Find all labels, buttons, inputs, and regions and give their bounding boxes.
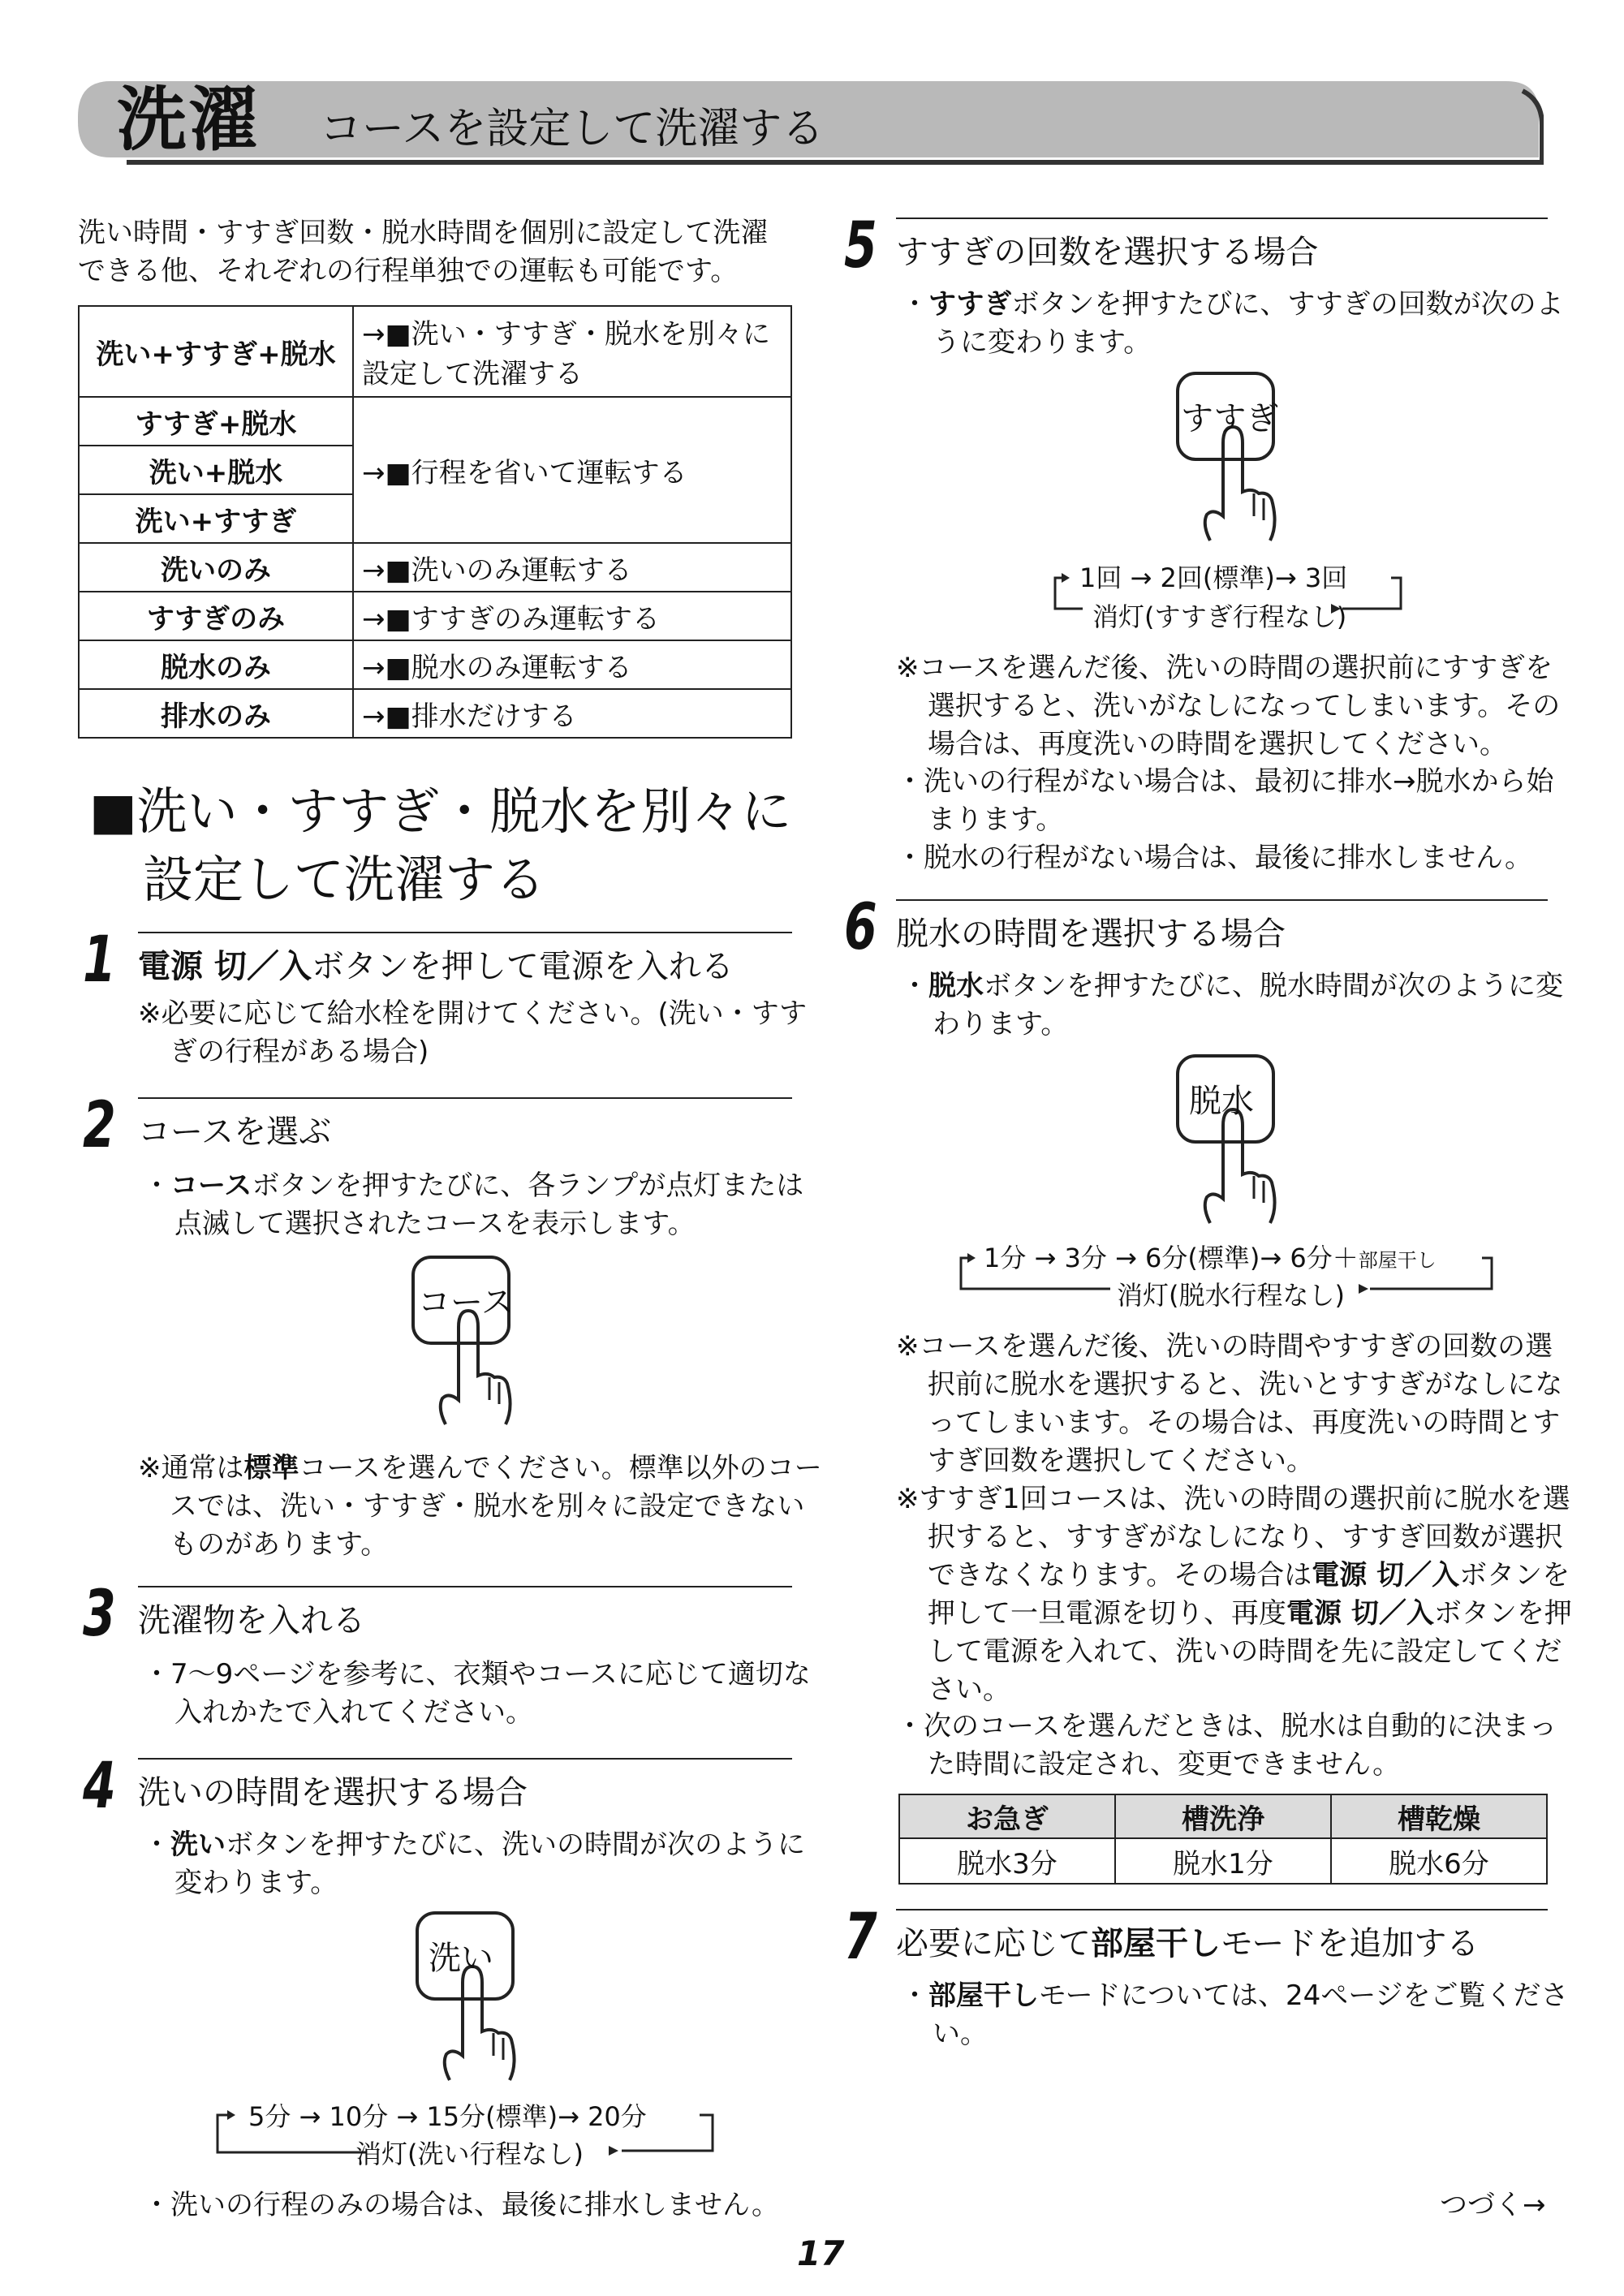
course-button-illustration: [410, 1254, 523, 1436]
step-note: ※通常は標準コースを選んでください。標準以外のコースでは、洗い・すすぎ・脱水を別々に設定できないものがあります。: [138, 1452, 822, 1561]
step-note: ※コースを選んだ後、洗いの時間の選択前にすすぎを選択すると、洗いがなしになってしまいます。その場合は、再度洗いの時間を選択してください。: [896, 652, 1561, 760]
continue-label: つづく→: [1440, 2189, 1546, 2221]
course-name: 洗い+すすぎ+脱水: [79, 306, 353, 397]
course-name: 洗い+脱水: [79, 446, 353, 494]
spin-time-table: [898, 1794, 1548, 1885]
course-desc: →■すすぎのみ運転する: [353, 592, 791, 640]
step-number: 2: [83, 1089, 116, 1162]
step-number: 4: [83, 1750, 116, 1823]
step-title: 洗いの時間を選択する場合: [138, 1774, 528, 1811]
step-bullet: ・洗いの行程がない場合は、最初に排水→脱水から始まります。: [896, 765, 1554, 836]
spin-off-label: 消灯(脱水行程なし): [1117, 1280, 1345, 1311]
rinse-button-illustration: [1174, 370, 1288, 552]
step-bullet: ・すすぎボタンを押すたびに、すすぎの回数が次のように変わります。: [901, 288, 1564, 359]
course-name: 洗いのみ: [79, 543, 353, 592]
table-cell: 脱水6分: [1331, 1838, 1547, 1884]
step-number: 1: [83, 924, 116, 997]
step-rule: [138, 1097, 792, 1099]
button-label: 脱水: [1189, 1083, 1254, 1120]
rinse-off-label: 消灯(すすぎ行程なし): [1092, 601, 1347, 632]
step-rule: [138, 1758, 792, 1760]
button-label: 洗い: [429, 1940, 493, 1977]
table-header-row: [899, 1794, 1547, 1838]
course-name: 脱水のみ: [79, 640, 353, 689]
course-desc: →■洗い・すすぎ・脱水を別々に設定して洗濯する: [353, 306, 791, 397]
page-number: 17: [797, 2234, 845, 2273]
step-title: すすぎの回数を選択する場合: [896, 234, 1319, 271]
table-header: 槽乾燥: [1331, 1794, 1547, 1838]
table-row: [79, 306, 791, 397]
course-table: [78, 305, 792, 739]
spin-sequence: 1分 → 3分 → 6分(標準)→ 6分＋部屋干し: [984, 1243, 1437, 1273]
step-bullet: ・7～9ページを参考に、衣類やコースに応じて適切な入れかたで入れてください。: [143, 1658, 811, 1729]
course-desc: →■排水だけする: [353, 689, 791, 738]
course-desc: →■脱水のみ運転する: [353, 640, 791, 689]
table-row: [79, 543, 791, 592]
step-bullet: ・コースボタンを押すたびに、各ランプが点灯または点滅して選択されたコースを表示します。: [143, 1170, 804, 1240]
step-number: 7: [844, 1901, 877, 1974]
step-title: 必要に応じて部屋干しモードを追加する: [896, 1925, 1480, 1962]
course-desc-merged: →■行程を省いて運転する: [353, 397, 791, 543]
wash-sequence: 5分 → 10分 → 15分(標準)→ 20分: [248, 2101, 647, 2132]
course-name: すすぎのみ: [79, 592, 353, 640]
table-cell: 脱水3分: [899, 1838, 1115, 1884]
step-bullet: ・脱水ボタンを押すたびに、脱水時間が次のように変わります。: [901, 970, 1563, 1040]
step-title: 脱水の時間を選択する場合: [896, 915, 1286, 953]
step-rule: [896, 899, 1548, 901]
button-label: コース: [418, 1284, 514, 1321]
step-rule: [896, 1909, 1548, 1910]
table-row: [899, 1838, 1547, 1884]
table-row: [79, 689, 791, 738]
table-row: [79, 397, 791, 446]
table-row: [79, 640, 791, 689]
wash-button-illustration: [414, 1910, 528, 2091]
spin-button-illustration: [1174, 1053, 1288, 1234]
course-name: 洗い+すすぎ: [79, 494, 353, 543]
step-rule: [138, 932, 792, 933]
step-note: ※すすぎ1回コースは、洗いの時間の選択前に脱水を選択すると、すすぎがなしになり、すすぎ回数が選択できなくなります。その場合は電源 切／入ボタンを押して一旦電源を切り、再度電源 切／入ボタンを押して電源を入れて、洗いの時間を先に設定してください。: [896, 1483, 1572, 1706]
step-title: 洗濯物を入れる: [138, 1602, 365, 1639]
step-rule: [138, 1586, 792, 1587]
course-name: 排水のみ: [79, 689, 353, 738]
step-number: 3: [83, 1578, 116, 1651]
table-cell: 脱水1分: [1115, 1838, 1331, 1884]
rinse-sequence: 1回 → 2回(標準)→ 3回: [1079, 562, 1348, 593]
course-name: すすぎ+脱水: [79, 397, 353, 446]
page-header: [78, 76, 1544, 164]
step-note: ※コースを選んだ後、洗いの時間やすすぎの回数の選択前に脱水を選択すると、洗いとすすぎがなしになってしまいます。その場合は、再度洗いの時間とすすぎ回数を選択してください。: [896, 1330, 1563, 1477]
step-rule: [896, 218, 1548, 219]
intro-text: 洗い時間・すすぎ回数・脱水時間を個別に設定して洗濯できる他、それぞれの行程単独での運転も可能です。: [78, 217, 769, 287]
table-header: お急ぎ: [899, 1794, 1115, 1838]
wash-off-label: 消灯(洗い行程なし): [355, 2139, 584, 2169]
course-desc: →■洗いのみ運転する: [353, 543, 791, 592]
button-label: すすぎ: [1181, 400, 1279, 437]
section-heading: ■洗い・すすぎ・脱水を別々に 設定して洗濯する: [89, 782, 792, 909]
step-number: 5: [844, 209, 877, 282]
page-title: 洗濯: [117, 80, 260, 161]
step-title: 電源 切／入ボタンを押して電源を入れる: [138, 948, 734, 985]
step-title: コースを選ぶ: [138, 1114, 331, 1151]
step-bullet: ・部屋干しモードについては、24ページをご覧ください。: [901, 1979, 1569, 2050]
table-header: 槽洗浄: [1115, 1794, 1331, 1838]
step-bullet: ・洗いボタンを押すたびに、洗いの時間が次のように変わります。: [143, 1829, 805, 1899]
step-number: 6: [844, 891, 877, 964]
step-bullet: ・洗いの行程のみの場合は、最後に排水しません。: [143, 2189, 780, 2221]
step-bullet: ・次のコースを選んだときは、脱水は自動的に決まった時間に設定され、変更できません。: [896, 1710, 1557, 1781]
page-subtitle: コースを設定して洗濯する: [320, 105, 825, 153]
step-bullet: ・脱水の行程がない場合は、最後に排水しません。: [896, 842, 1533, 874]
table-row: [79, 592, 791, 640]
step-note: ※必要に応じて給水栓を開けてください。(洗い・すすぎの行程がある場合): [138, 997, 808, 1068]
